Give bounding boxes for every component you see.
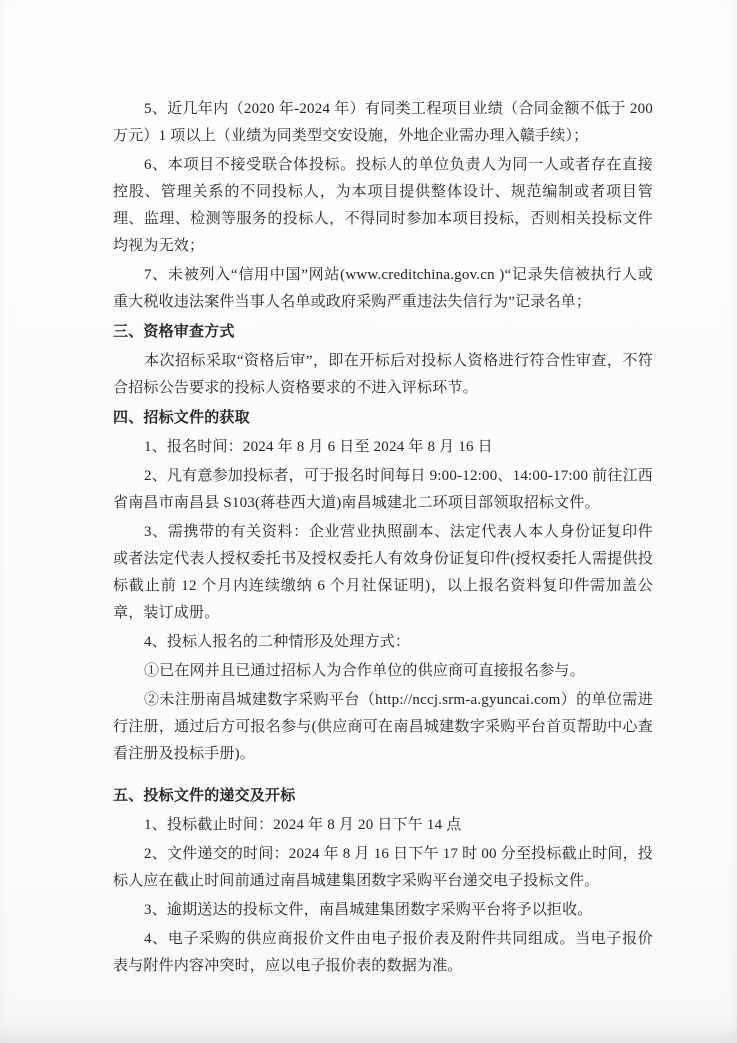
section-heading: 三、资格审查方式 (113, 323, 235, 340)
paragraph: 1、投标截止时间：2024 年 8 月 20 日下午 14 点 (144, 817, 462, 833)
paragraph: 3、逾期送达的投标文件，南昌城建集团数字采购平台将予以拒收。 (144, 902, 593, 918)
paragraph: 3、需携带的有关资料：企业营业执照副本、法定代表人本人身份证复印件或者法定代表人授权委托书及授权委托人有效身份证复印件(授权委托人需提供投标截止前 12 个月内连续缴纳 6 个月社保证明)，以上报名资料复印件需加盖公章，装订成册。 (113, 524, 653, 621)
paragraph: 4、投标人报名的二种情形及处理方式： (144, 634, 411, 650)
section-heading: 五、投标文件的递交及开标 (113, 787, 296, 804)
paragraph: 6、本项目不接受联合体投标。投标人的单位负责人为同一人或者存在直接控股、管理关系的不同投标人，为本项目提供整体设计、规范编制或者项目管理、监理、检测等服务的投标人，不得同时参加本项目投标，否则相关投标文件均视为无效； (113, 157, 653, 254)
paragraph: ②未注册南昌城建数字采购平台（http://nccj.srm-a.gyuncai.com）的单位需进行注册，通过后方可报名参与(供应商可在南昌城建数字采购平台首页帮助中心查看注册及投标手册)。 (113, 692, 653, 762)
paragraph: 1、报名时间：2024 年 8 月 6 日至 2024 年 8 月 16 日 (144, 439, 493, 455)
paragraph: 4、电子采购的供应商报价文件由电子报价表及附件共同组成。当电子报价表与附件内容冲突时，应以电子报价表的数据为准。 (113, 931, 653, 974)
section-heading: 四、招标文件的获取 (113, 409, 250, 426)
paragraph: 本次招标采取“资格后审”，即在开标后对投标人资格进行符合性审查，不符合招标公告要求的投标人资格要求的不进入评标环节。 (113, 353, 653, 396)
paragraph: 2、文件递交的时间：2024 年 8 月 16 日下午 17 时 00 分至投标截止时间，投标人应在截止时间前通过南昌城建集团数字采购平台递交电子投标文件。 (113, 846, 653, 889)
paragraph: 2、凡有意参加投标者，可于报名时间每日 9:00-12:00、14:00-17:00 前往江西省南昌市南昌县 S103(蒋巷西大道)南昌城建北二环项目部领取招标文件。 (113, 468, 653, 511)
paragraph: ①已在网并且已通过招标人为合作单位的供应商可直接报名参与。 (144, 663, 585, 679)
document-content (113, 96, 653, 982)
paragraph: 7、未被列入“信用中国”网站(www.creditchina.gov.cn )“记录失信被执行人或重大税收违法案件当事人名单或政府采购严重违法失信行为”记录名单； (113, 267, 653, 310)
paragraph: 5、近几年内（2020 年-2024 年）有同类工程项目业绩（合同金额不低于 200 万元）1 项以上（业绩为同类型交安设施，外地企业需办理入赣手续）； (113, 101, 653, 144)
